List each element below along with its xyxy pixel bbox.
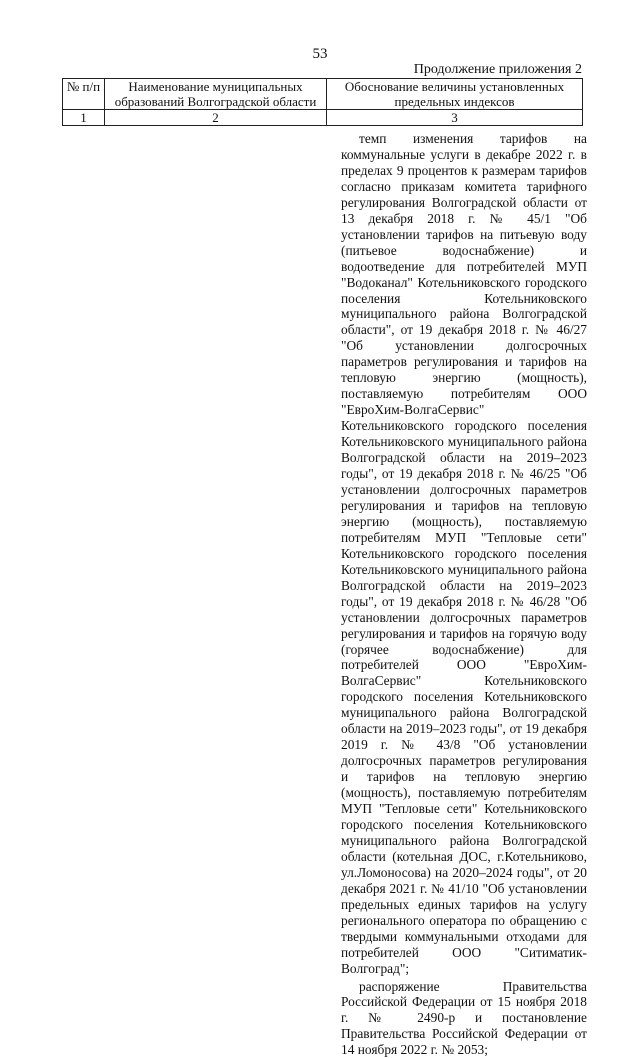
justification-paragraph-government-acts: распоряжение Правительства Российской Федерации от 15 ноября 2018 г. № 2490-р и постановление Правительства Российской Федерации от 14 ноября 2022 г. № 2053; — [341, 978, 587, 1058]
header-municipality: Наименование муниципальных образований Волгоградской области — [105, 79, 327, 110]
justification-text — [341, 131, 587, 1058]
header-number: № п/п — [63, 79, 105, 110]
column-number-3: 3 — [327, 110, 583, 126]
appendix-table-header — [62, 78, 583, 126]
justification-paragraph-tariffs: темп изменения тарифов на коммунальные услуги в декабре 2022 г. в пределах 9 процентов к размерам тарифов согласно приказам комитета тарифного регулирования Волгоградской области от 13 декабря 2018 г. № 45/1 "Об установлении тарифов на питьевую воду (питьевое водоснабжение) и водоотведение для потребителей МУП "Водоканал" Котельниковского городского поселения Котельниковского муниципального района Волгоградской области", от 19 декабря 2018 г. № 46/27 "Об установлении долгосрочных параметров регулирования и тарифов на тепловую энергию (мощность), поставляемую потребителям ООО "ЕвроХим-ВолгаСервис" Котельниковского городского поселения Котельниковского муниципального района Волгоградской области на 2019–2023 годы", от 19 декабря 2018 г. № 46/25 "Об установлении долгосрочных параметров регулирования и тарифов на тепловую энергию (мощность), поставляемую потребителям МУП "Тепловые сети" Котельниковского городского поселения Котельниковского муниципального района Волгоградской области на 2019–2023 годы", от 19 декабря 2018 г. № 46/28 "Об установлении долгосрочных параметров регулирования и тарифов на горячую воду (горячее водоснабжение) для потребителей ООО "ЕвроХим-ВолгаСервис" Котельниковского городского поселения Котельниковского муниципального района Волгоградской области на 2019–2023 годы", от 19 декабря 2019 г. № 43/8 "Об установлении долгосрочных параметров регулирования и тарифов на тепловую энергию (мощность), поставляемую потребителям МУП "Тепловые сети" Котельниковского городского поселения Котельниковского муниципального района Волгоградской области (котельная ДОС, г.Котельниково, ул.Ломоносова) на 2020–2024 годы", от 20 декабря 2021 г. № 41/10 "Об установлении предельных единых тарифов на услугу регионального оператора по обращению с твердыми коммунальными отходами для потребителей ООО "Ситиматик-Волгоград"; — [341, 131, 587, 976]
column-number-1: 1 — [63, 110, 105, 126]
table-header-row — [63, 79, 583, 110]
table-column-numbers-row — [63, 110, 583, 126]
header-justification: Обоснование величины установленных предельных индексов — [327, 79, 583, 110]
column-number-2: 2 — [105, 110, 327, 126]
page-number: 53 — [312, 46, 328, 62]
appendix-continuation-label: Продолжение приложения 2 — [413, 62, 582, 77]
